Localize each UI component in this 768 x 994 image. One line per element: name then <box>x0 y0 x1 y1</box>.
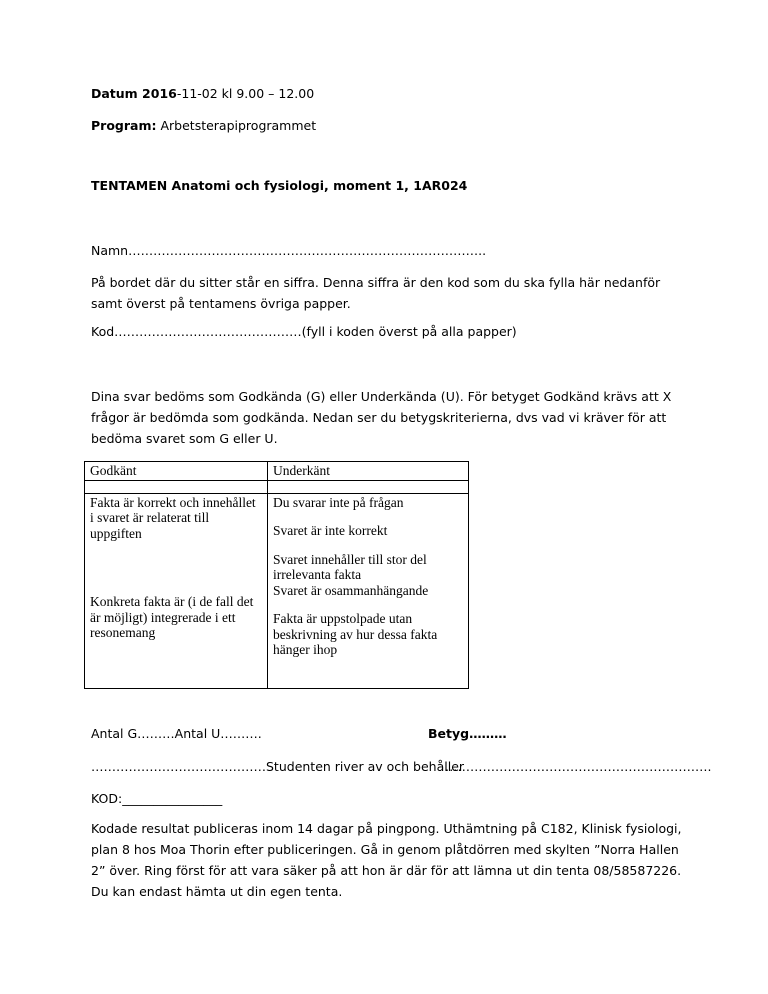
godkant-criteria <box>85 493 268 688</box>
spacer-cell <box>85 480 268 493</box>
antal-line: Antal G………Antal U………. <box>91 726 262 741</box>
program-label: Program: <box>91 118 157 133</box>
underkant-criterion-5: Fakta är uppstolpade utan beskrivning av hur dessa fakta hänger ihop <box>273 611 438 657</box>
kod-line: Kod………………………………………(fyll i koden överst på alla papper) <box>91 324 517 339</box>
results-info: Kodade resultat publiceras inom 14 dagar på pingpong. Uthämtning på C182, Klinisk fysiologi, plan 8 hos Moa Thorin efter publiceringen. Gå in genom plåtdörren med skylten ”Norra Hallen 2” över. Ring först för att vara säker på att hon är där för att lämna ut din tenta 08/58587226. Du kan endast hämta ut din egen tenta. <box>91 821 682 899</box>
godkant-criterion-1: Fakta är korrekt och innehållet i svaret är relaterat till uppgiften <box>90 494 256 541</box>
header-godkant: Godkänt <box>85 462 268 481</box>
underkant-criterion-4: Svaret är osammanhängande <box>273 582 429 598</box>
underkant-criterion-2: Svaret är inte korrekt <box>273 523 388 538</box>
date-value: -11-02 kl 9.00 – 12.00 <box>176 86 315 101</box>
tear-right: ………………………………………………………. <box>445 759 712 774</box>
underkant-criteria <box>268 493 469 688</box>
program-value: Arbetsterapiprogrammet <box>156 118 317 133</box>
betyg-line: Betyg……… <box>428 726 507 741</box>
header-underkant: Underkänt <box>268 462 469 481</box>
exam-title: TENTAMEN Anatomi och fysiologi, moment 1, 1AR024 <box>91 178 468 193</box>
program <box>91 118 316 134</box>
godkant-criterion-2: Konkreta fakta är (i de fall det är möjligt) integrerade i ett resonemang <box>90 594 254 640</box>
date-label: Datum 2016 <box>91 86 177 101</box>
kod-blank: KOD:________________ <box>91 791 223 806</box>
grading-criteria-table <box>84 461 469 689</box>
namn-line: Namn………………………………………………………………………….. <box>91 243 487 258</box>
grading-info: Dina svar bedöms som Godkända (G) eller Underkända (U). För betyget Godkänd krävs att X frågor är bedömda som godkända. Nedan ser du betygskriterierna, dvs vad vi kräver för att bedöma svaret som G eller U. <box>91 389 672 446</box>
tear-left: ……………………………………Studenten river av och behåller <box>91 759 465 774</box>
underkant-criterion-1: Du svarar inte på frågan <box>273 494 404 510</box>
underkant-criterion-3: Svaret innehåller till stor del irrelevanta fakta <box>273 551 427 582</box>
exam-date <box>91 86 314 102</box>
code-info: På bordet där du sitter står en siffra. Denna siffra är den kod som du ska fylla här nedanför samt överst på tentamens övriga papper. <box>91 275 661 311</box>
spacer-cell <box>268 480 469 493</box>
